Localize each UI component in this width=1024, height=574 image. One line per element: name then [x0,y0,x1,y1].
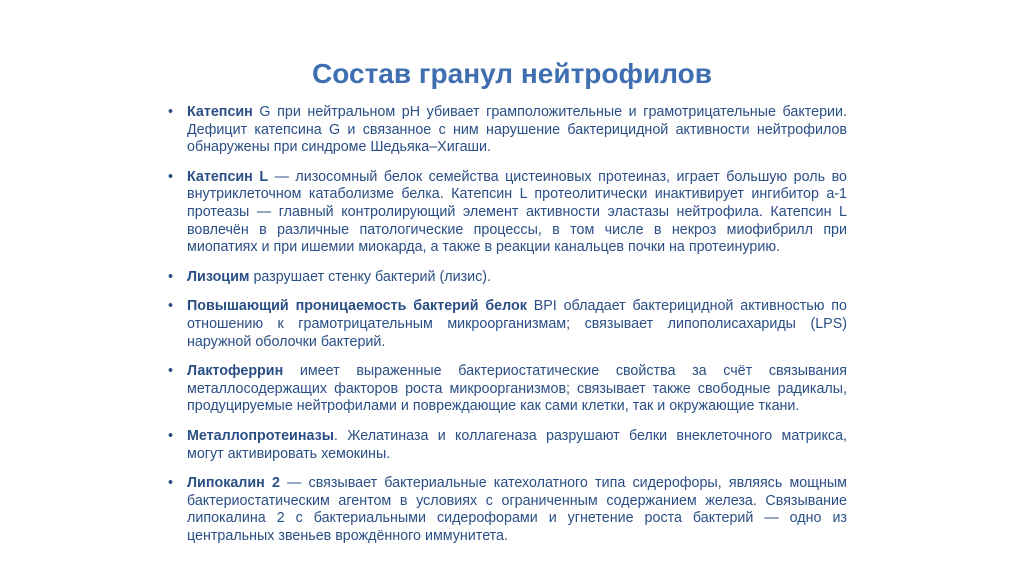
item-text: имеет выраженные бактериостатические свойства за счёт связывания металлосодержащих факторов роста микроорганизмов; связывает также свободные радикалы, продуцируемые нейтрофилами и повреждающие как сами клетки, так и окружающие ткани. [187,363,847,415]
bullet-icon: • [168,104,174,120]
item-term: Лизоцим [187,268,250,285]
list-item [164,169,847,257]
bullet-icon: • [168,168,174,185]
item-text: разрушает стенку бактерий (лизис). [249,268,491,285]
list-item [164,363,847,416]
item-term: Катепсин L [187,168,269,185]
bullet-icon: • [168,268,174,285]
list-item [164,428,847,463]
bullet-icon: • [168,427,174,444]
item-text: . Желатиназа и коллагеназа разрушают белки внеклеточного матрикса, могут активировать хемокины. [187,427,847,462]
item-term: Липокалин 2 [187,475,280,492]
item-term: Катепсин [187,104,253,120]
bullet-icon: • [168,363,174,380]
list-item [164,269,847,287]
item-text: BPI обладает бактерицидной активностью по отношению к грамотрицательным микроорганизмам; связывает липополисахариды (LPS) наружной оболочки бактерий. [187,298,847,350]
list-item [164,475,847,545]
item-term: Лактоферрин [187,363,284,380]
list-item [164,298,847,351]
item-term: Металлопротеиназы [187,427,334,444]
item-text: G при нейтральном рН убивает грамположительные и грамотрицательные бактерии. Дефицит катепсина G и связанное с ним нарушение бактерицидной активности нейтрофилов обнаружены при синдроме Шедьяка–Хигаши. [187,104,847,156]
bullet-icon: • [168,475,174,492]
bullet-list [164,104,847,557]
item-text: — лизосомный белок семейства цистеиновых протеиназ, играет большую роль во внутриклеточном катаболизме белка. Катепсин L протеолитически инактивирует ингибитор а-1 протеазы — главный контролирующий элемент активности эластазы нейтрофила. Катепсин L вовлечён в различные патологические процессы, в том числе в некроз миофибрилл при миопатиях и при ишемии миокарда, а также в реакции канальцев почки на протеинурию. [187,168,847,256]
list-item [164,104,847,157]
item-text: — связывает бактериальные катехолатного типа сидерофоры, являясь мощным бактериостатическим агентом в условиях с ограниченным содержанием железа. Связывание липокалина 2 с бактериальными сидерофорами и угнетение роста бактерий — одно из центральных звеньев врождённого иммунитета. [187,475,847,544]
bullet-icon: • [168,298,174,315]
item-term: Повышающий проницаемость бактерий белок [187,298,527,315]
slide-title: Состав гранул нейтрофилов [312,58,712,89]
